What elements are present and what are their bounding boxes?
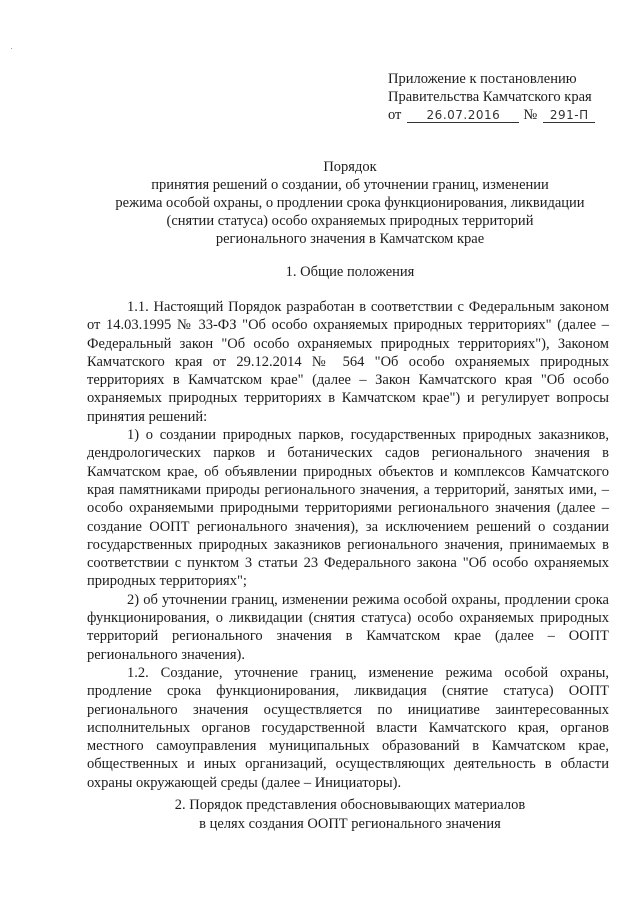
appendix-date-line — [388, 106, 618, 124]
number-prefix: № — [523, 107, 538, 123]
title-line-4: (снятии статуса) особо охраняемых природных территорий — [166, 213, 534, 229]
scan-speck — [11, 48, 12, 49]
paragraph-1-1: 1.1. Настоящий Порядок разработан в соответствии с Федеральным законом от 14.03.1995 № 33-ФЗ "Об особо охраняемых природных территориях" (далее – Федеральный закон "Об особо охраняемых природных территориях"), Законом Камчатского края от 29.12.2014 № 564 "Об особо охраняемых природных территориях в Камчатском крае" (далее – Закон Камчатского края "Об особо охраняемых природных территориях в Камчатском крае") и регулирует вопросы принятия решений: — [87, 299, 609, 425]
section-2-heading-line-2: в целях создания ООПТ регионального значения — [199, 816, 501, 832]
title-line-3: режима особой охраны, о продлении срока функционирования, ликвидации — [115, 195, 585, 211]
appendix-block — [388, 70, 618, 124]
paragraph-item-1: 1) о создании природных парков, государственных природных заказников, дендрологических парков и ботанических садов регионального значения в Камчатском крае, об объявлении природных объектов и комплексов Камчатского края памятниками природы регионального значения, а территорий, занятых ими, – особо охраняемыми природными территориями регионального значения (далее – создание ООПТ регионального значения), за исключением решений о создании государственных природных заказников регионального значения, принимаемых в соответствии с пунктом 3 статьи 23 Федерального закона "Об особо охраняемых природных территориях"; — [87, 427, 609, 590]
section-1-heading: 1. Общие положения — [285, 264, 415, 280]
date-field — [407, 108, 519, 123]
appendix-line-2: Правительства Камчатского края — [388, 89, 592, 105]
section-2-heading-line-1: 2. Порядок представления обосновывающих материалов — [174, 797, 526, 813]
number-field — [543, 108, 595, 123]
date-value: 26.07.2016 — [426, 108, 501, 122]
title-line-2: принятия решений о создании, об уточнении границ, изменении — [151, 177, 549, 193]
paragraph-item-2: 2) об уточнении границ, изменении режима особой охраны, продлении срока функционирования, о ликвидации (снятия статуса) особо охраняемых природных территорий регионального значения в Камчатском крае (далее – ООПТ регионального значения). — [87, 591, 609, 663]
appendix-line-1: Приложение к постановлению — [388, 71, 577, 87]
number-value: 291-П — [549, 108, 589, 122]
title-line-1: Порядок — [323, 159, 377, 175]
paragraph-1-2: 1.2. Создание, уточнение границ, изменение режима особой охраны, продление срока функционирования, ликвидация (снятие статуса) ООПТ регионального значения осуществляется по инициативе заинтересованных исполнительных органов государственной власти Камчатского края, органов местного самоуправления муниципальных образований в Камчатском крае, общественных и иных организаций, осуществляющих деятельность в области охраны окружающей среды (далее – Инициаторы). — [87, 664, 609, 791]
section-1-body — [87, 298, 609, 792]
date-prefix: от — [388, 107, 402, 123]
document-title — [60, 158, 640, 248]
title-line-5: регионального значения в Камчатском крае — [215, 231, 485, 247]
